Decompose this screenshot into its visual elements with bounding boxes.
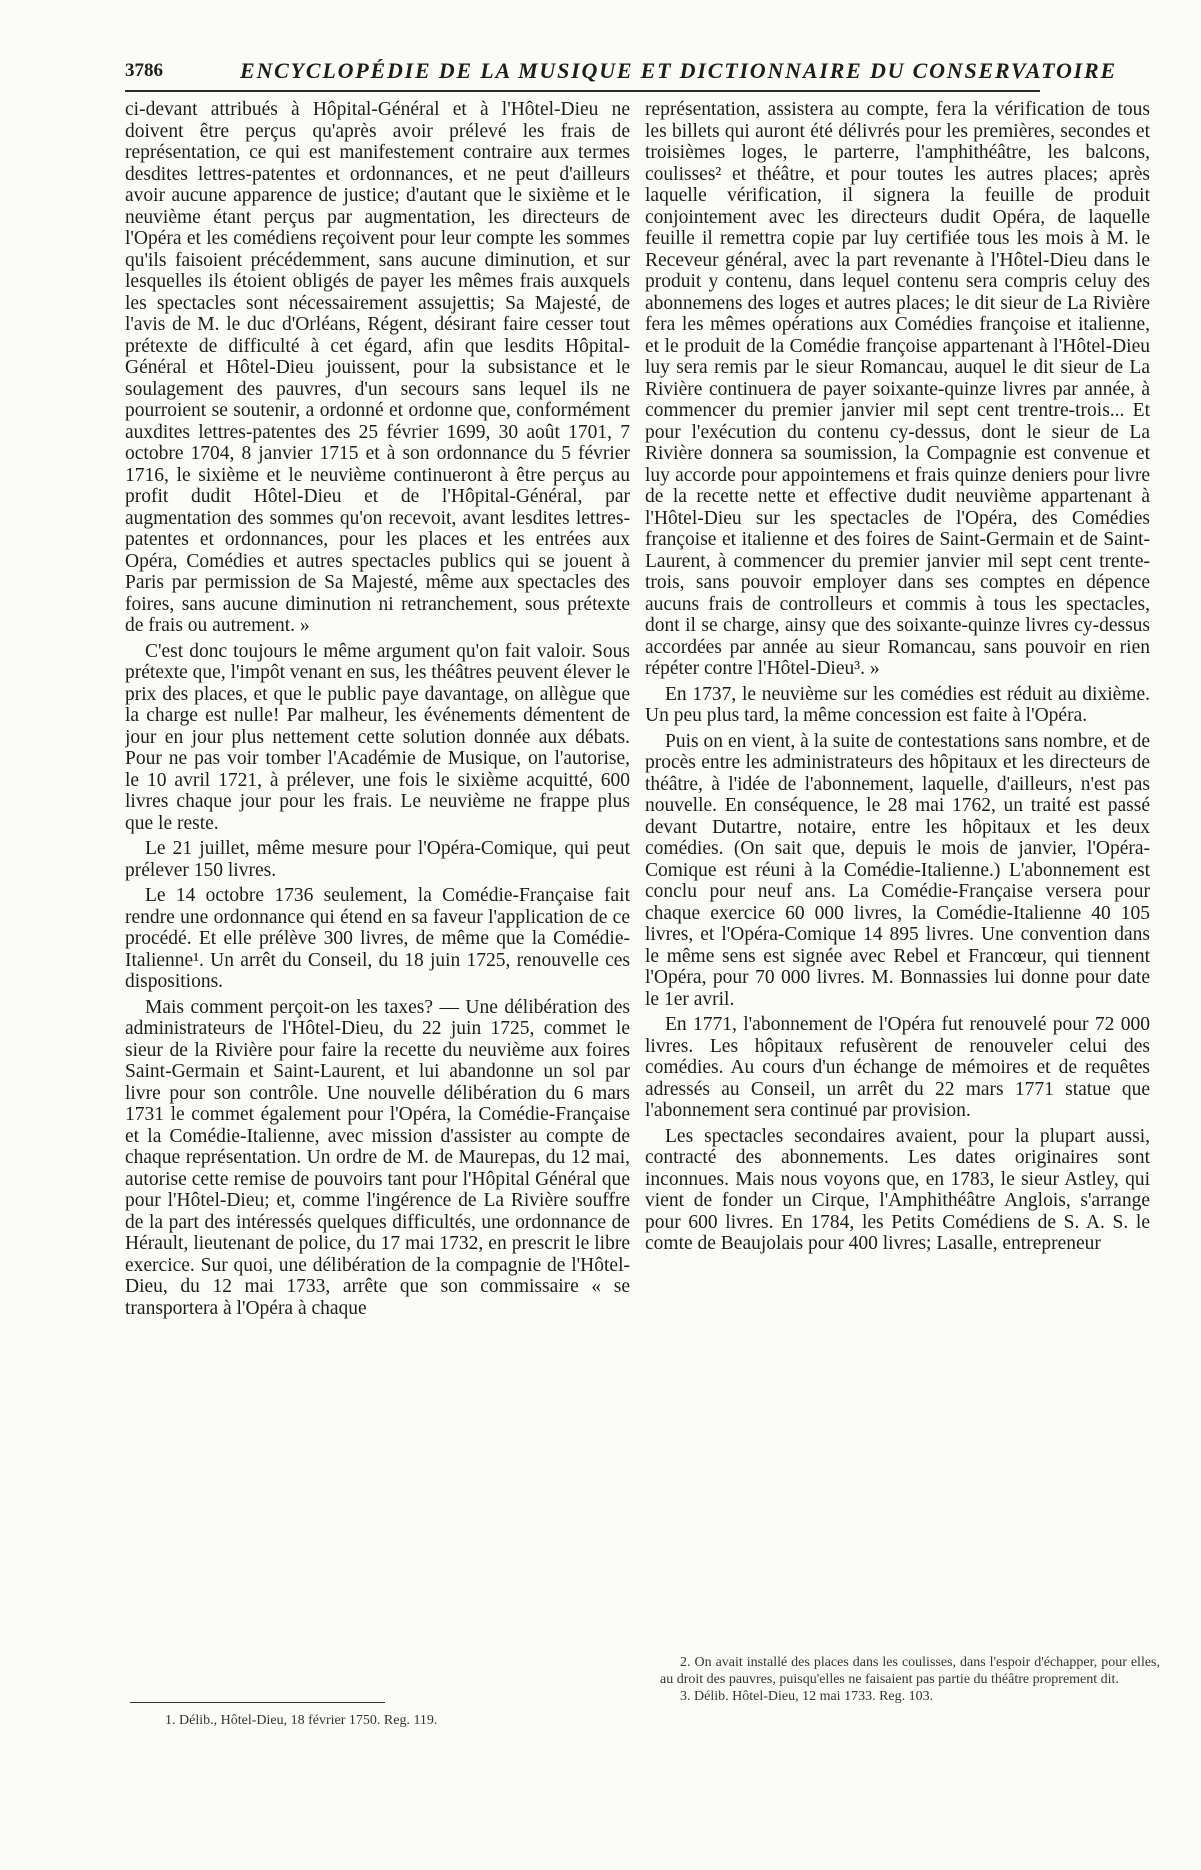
paragraph: Le 14 octobre 1736 seulement, la Comédie-Française fait rendre une ordonnance qui étend en sa faveur l'application de ce procédé. Et elle prélève 300 livres, de même que la Comédie-Italienne¹. Un arrêt du Conseil, du 18 juin 1725, renouvelle ces dispositions. <box>125 885 630 992</box>
paragraph: En 1771, l'abonnement de l'Opéra fut renouvelé pour 72 000 livres. Les hôpitaux refusèrent de renouveler celui des comédies. Au cours d'un échange de mémoires et de requêtes adressés au Conseil, un arrêt du 22 mars 1771 statue que l'abonnement sera continué par provision. <box>645 1014 1150 1121</box>
paragraph: Mais comment perçoit-on les taxes? — Une délibération des administrateurs de l'Hôtel-Dieu, du 22 juin 1725, commet le sieur de la Rivière pour faire la recette du neuvième aux foires Saint-Germain et Saint-Laurent, et lui abandonne un sol par livre pour son contrôle. Une nouvelle délibération du 6 mars 1731 le commet également pour l'Opéra, la Comédie-Française et la Comédie-Italienne, avec mission d'assister au compte de chaque représentation. Un ordre de M. de Maurepas, du 12 mai, autorise cette remise de pouvoirs tant pour l'Hôpital Général que pour l'Hôtel-Dieu; et, comme l'ingérence de La Rivière souffre de la part des intéressés quelques difficultés, une ordonnance de Hérault, lieutenant de police, du 17 mai 1732, en prescrit le libre exercice. Sur quoi, une délibération de la compagnie de l'Hôtel-Dieu, du 12 mai 1733, arrête que son commissaire « se transportera à l'Opéra à chaque <box>125 996 630 1319</box>
running-title: ENCYCLOPÉDIE DE LA MUSIQUE ET DICTIONNAIRE DU CONSERVATOIRE <box>240 58 1117 83</box>
page-number: 3786 <box>125 60 163 81</box>
right-column <box>645 99 1150 1684</box>
footnote-3: 3. Délib. Hôtel-Dieu, 12 mai 1733. Reg. 103. <box>680 1689 934 1704</box>
page-header <box>125 56 1117 92</box>
paragraph: ci-devant attribués à Hôpital-Général et à l'Hôtel-Dieu ne doivent être perçus qu'après avoir prélevé les frais de représentation, ce qui est manifestement contraire aux termes desdites lettres-patentes et ordonnances, et ne peut d'ailleurs avoir aucune apparence de justice; d'autant que le sixième et le neuvième étant perçus par augmentation, les directeurs de l'Opéra et les comédiens reçoivent pour leur compte les sommes qu'ils faisoient précédemment, sans aucune diminution, et sur lesquelles ils étoient obligés de payer les mêmes frais auxquels les spectacles sont nécessairement assujettis; Sa Majesté, de l'avis de M. le duc d'Orléans, Régent, désirant faire cesser tout prétexte de difficulté à cet égard, afin que lesdits Hôpital-Général et Hôtel-Dieu jouissent, pour la subsistance et le soulagement des pauvres, d'un secours sans lequel ils ne pourroient se soutenir, a ordonné et ordonne que, conformément auxdites lettres-patentes des 25 février 1699, 30 août 1701, 7 octobre 1704, 8 janvier 1715 et à son ordonnance du 5 février 1716, le sixième et le neuvième continueront à être perçus au profit dudit Hôtel-Dieu et de l'Hôpital-Général, par augmentation des sommes qu'on recevoit, avant lesdites lettres-patentes et ordonnances, pour les places et les entrées aux Opéra, Comédies et autres spectacles publics qui se jouent à Paris par permission de Sa Majesté, même aux spectacles des foires, sans aucune diminution ni retranchement, sous prétexte de frais ou autrement. » <box>125 99 630 636</box>
left-column <box>125 99 630 1684</box>
footnote-1: 1. Délib., Hôtel-Dieu, 18 février 1750. Reg. 119. <box>165 1713 438 1728</box>
paragraph: Les spectacles secondaires avaient, pour la plupart aussi, contracté des abonnements. Les dates originaires sont inconnues. Mais nous voyons que, en 1783, le sieur Astley, qui vient de fonder un Cirque, l'Amphithéâtre Anglois, s'arrange pour 600 livres. En 1784, les Petits Comédiens de S. A. S. le comte de Beaujolais pour 400 livres; Lasalle, entrepreneur <box>645 1125 1150 1254</box>
paragraph: représentation, assistera au compte, fera la vérification de tous les billets qui auront été délivrés pour les premières, secondes et troisièmes loges, le parterre, l'amphithéâtre, les balcons, coulisses² et théâtre, et pour toutes les autres places; après laquelle vérification, il signera la feuille de produit conjointement avec les directeurs dudit Opéra, de laquelle feuille il remettra copie par luy certifiée tous les mois à M. le Receveur général, avec la part revenante à l'Hôtel-Dieu dans le produit y contenu, dans lequel contenu sera compris celuy des abonnemens des loges et autres places; le dit sieur de La Rivière fera les mêmes opérations aux Comédies françoise et italienne, et le produit de la Comédie françoise appartenant à l'Hôtel-Dieu luy sera remis par le sieur Romancau, auquel le dit sieur de La Rivière continuera de payer soixante-quinze livres par année, à commencer du premier janvier mil sept cent trentre-trois... Et pour l'exécution du contenu cy-dessus, dont le sieur de La Rivière donnera sa soumission, la Compagnie est convenue et luy accorde pour appointemens et frais quinze deniers pour livre de la recette nette et effective dudit neuvième appartenant à l'Hôtel-Dieu sur les spectacles de l'Opéra, des Comédies françoise et italienne et des foires de Saint-Germain et de Saint-Laurent, à commencer du premier janvier mil sept cent trente-trois, sans pouvoir employer dans ses comptes en dépence aucuns frais de controlleurs et commis à tous les spectacles, dont il se charge, ainsy que des soixante-quinze livres cy-dessus accordées par année au sieur Romancau, sans pouvoir en rien répéter contre l'Hôtel-Dieu³. » <box>645 99 1150 679</box>
footnote-rule <box>130 1702 385 1703</box>
paragraph: Le 21 juillet, même mesure pour l'Opéra-Comique, qui peut prélever 150 livres. <box>125 838 630 881</box>
paragraph: C'est donc toujours le même argument qu'on fait valoir. Sous prétexte que, l'impôt venant en sus, les théâtres peuvent élever le prix des places, et que le public paye davantage, on allègue que la charge est nulle! Par malheur, les événements démentent de jour en jour plus nettement cette solution donnée aux débats. Pour ne pas voir tomber l'Académie de Musique, on l'autorise, le 10 avril 1721, à prélever, une fois le sixième acquitté, 600 livres chaque jour pour les frais. Le neuvième ne frappe plus que le reste. <box>125 640 630 834</box>
paragraph: En 1737, le neuvième sur les comédies est réduit au dixième. Un peu plus tard, la même concession est faite à l'Opéra. <box>645 683 1150 726</box>
footnotes-left <box>145 1712 625 1729</box>
footnotes-right <box>660 1654 1160 1705</box>
paragraph: Puis on en vient, à la suite de contestations sans nombre, et de procès entre les administrateurs des hôpitaux et les directeurs de théâtre, à l'idée de l'abonnement, laquelle, d'ailleurs, n'est pas nouvelle. En conséquence, le 28 mai 1762, un traité est passé devant Dutartre, notaire, entre les hôpitaux et les deux comédies. (On sait que, depuis le mois de janvier, l'Opéra-Comique est réuni à la Comédie-Italienne.) L'abonnement est conclu pour neuf ans. La Comédie-Française versera pour chaque exercice 60 000 livres, la Comédie-Italienne 40 105 livres, et l'Opéra-Comique 14 895 livres. Une convention dans le même sens est signée avec Rebel et Francœur, qui tiennent l'Opéra, pour 70 000 livres. M. Bonnassies lui donne pour date le 1er avril. <box>645 730 1150 1010</box>
footnote-2: 2. On avait installé des places dans les coulisses, dans l'espoir d'échapper, pour elles, au droit des pauvres, puisqu'elles ne faisaient pas partie du théâtre proprement dit. <box>660 1655 1160 1687</box>
